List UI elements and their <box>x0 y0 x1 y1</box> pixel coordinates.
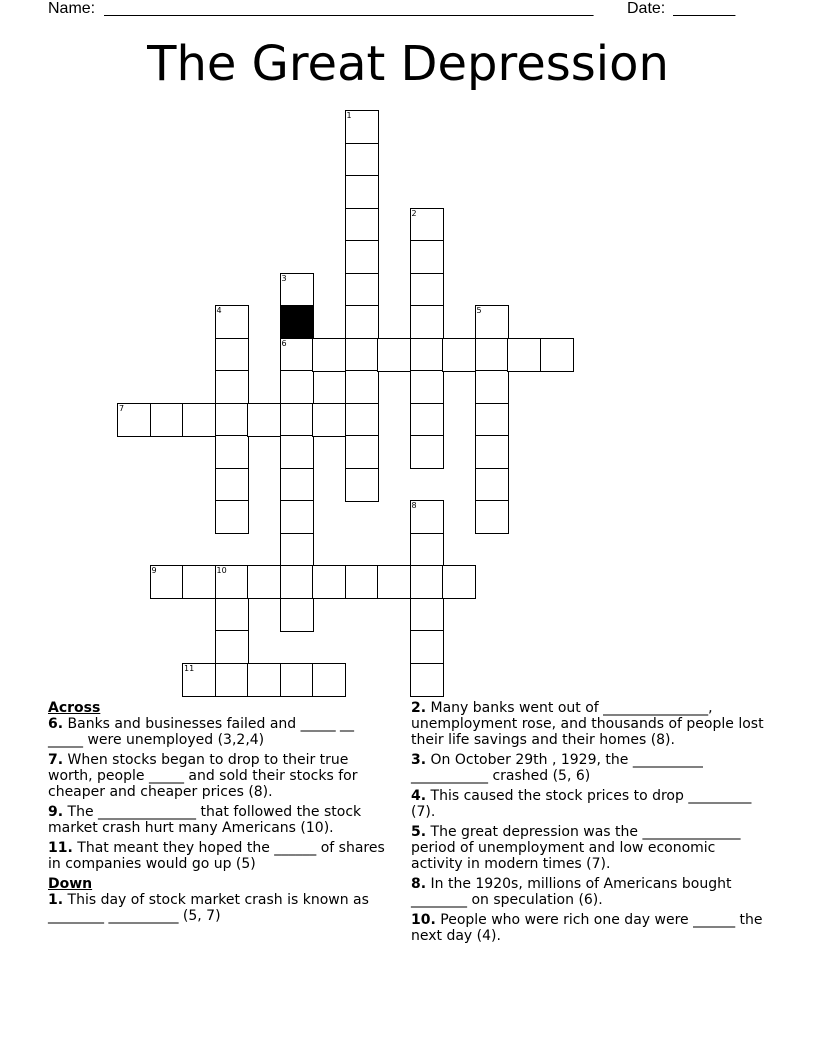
grid-cell[interactable] <box>215 663 249 697</box>
clue-number-label: 4. <box>411 788 427 804</box>
down-clue <box>48 892 388 924</box>
grid-cell[interactable] <box>410 240 444 274</box>
grid-cell[interactable] <box>507 338 541 372</box>
grid-cell[interactable] <box>410 663 444 697</box>
grid-cell[interactable] <box>345 143 379 177</box>
grid-cell[interactable] <box>345 305 379 339</box>
grid-cell[interactable] <box>442 565 476 599</box>
across-clue <box>48 840 388 872</box>
grid-cell[interactable] <box>442 338 476 372</box>
grid-cell[interactable] <box>215 305 249 339</box>
clue-number: 5 <box>476 306 482 315</box>
clue-number: 2 <box>411 208 417 218</box>
grid-cell[interactable] <box>475 338 509 372</box>
grid-cell[interactable] <box>410 273 444 307</box>
black-cell <box>280 305 314 339</box>
grid-cell[interactable] <box>182 565 216 599</box>
grid-cell[interactable] <box>475 305 509 339</box>
clue-number-label: 9. <box>48 804 64 820</box>
clue-text: This day of stock market crash is known as ________ __________ (5, 7) <box>48 892 369 924</box>
down-clue <box>411 700 766 748</box>
grid-cell[interactable] <box>280 338 314 372</box>
grid-cell[interactable] <box>410 565 444 599</box>
clue-number-label: 10. <box>411 912 436 928</box>
grid-cell[interactable] <box>247 565 281 599</box>
grid-cell[interactable] <box>215 565 249 599</box>
grid-cell[interactable] <box>345 273 379 307</box>
grid-cell[interactable] <box>312 565 346 599</box>
down-heading: Down <box>48 876 93 892</box>
grid-cell[interactable] <box>215 598 249 632</box>
grid-cell[interactable] <box>345 338 379 372</box>
grid-cell[interactable] <box>410 533 444 567</box>
grid-cell[interactable] <box>345 208 379 242</box>
across-clue-list <box>48 716 388 872</box>
grid-cell[interactable] <box>475 500 509 534</box>
grid-cell[interactable] <box>475 370 509 404</box>
grid-cell[interactable] <box>215 468 249 502</box>
grid-cell[interactable] <box>280 500 314 534</box>
grid-cell[interactable] <box>410 403 444 437</box>
grid-cell[interactable] <box>410 208 444 242</box>
grid-cell[interactable] <box>312 403 346 437</box>
clue-text: The great depression was the ______________ period of unemployment and low economic activity in modern times (7). <box>411 824 741 872</box>
grid-cell[interactable] <box>345 468 379 502</box>
grid-cell[interactable] <box>410 435 444 469</box>
grid-cell[interactable] <box>312 663 346 697</box>
grid-cell[interactable] <box>247 663 281 697</box>
grid-cell[interactable] <box>475 403 509 437</box>
grid-cell[interactable] <box>475 468 509 502</box>
grid-cell[interactable] <box>117 403 151 437</box>
name-label: Name: <box>48 0 96 17</box>
grid-cell[interactable] <box>410 338 444 372</box>
clue-number-label: 2. <box>411 700 427 716</box>
grid-cell[interactable] <box>345 435 379 469</box>
grid-cell[interactable] <box>215 630 249 664</box>
clue-number: 1 <box>346 111 352 120</box>
grid-cell[interactable] <box>410 370 444 404</box>
clue-text: Many banks went out of _______________, unemployment rose, and thousands of people lost their life savings and their homes (8). <box>411 700 764 748</box>
grid-cell[interactable] <box>280 435 314 469</box>
clue-number: 9 <box>151 566 157 575</box>
grid-cell[interactable] <box>377 338 411 372</box>
clues-right-column <box>411 700 766 948</box>
down-clue <box>411 788 766 820</box>
date-label: Date: <box>627 0 666 17</box>
grid-cell[interactable] <box>215 500 249 534</box>
grid-cell[interactable] <box>475 435 509 469</box>
clue-number: 7 <box>119 403 125 413</box>
grid-cell[interactable] <box>540 338 574 372</box>
across-clue <box>48 716 388 748</box>
clue-number: 3 <box>281 273 287 283</box>
grid-cell[interactable] <box>280 273 314 307</box>
across-heading: Across <box>48 700 101 716</box>
grid-cell[interactable] <box>280 565 314 599</box>
clue-text: People who were rich one day were ______ the next day (4). <box>411 912 763 944</box>
grid-cell[interactable] <box>280 598 314 632</box>
clue-number: 6 <box>281 338 287 348</box>
grid-cell[interactable] <box>280 533 314 567</box>
clue-text: This caused the stock prices to drop _________ (7). <box>411 788 752 820</box>
grid-cell[interactable] <box>345 110 379 144</box>
grid-cell[interactable] <box>345 565 379 599</box>
clue-text: That meant they hoped the ______ of shares in companies would go up (5) <box>48 840 385 872</box>
clue-text: Banks and businesses failed and _____ __ _____ were unemployed (3,2,4) <box>48 716 355 748</box>
clue-text: In the 1920s, millions of Americans bought ________ on speculation (6). <box>411 876 732 908</box>
grid-cell[interactable] <box>215 435 249 469</box>
grid-cell[interactable] <box>410 630 444 664</box>
clue-text: On October 29th , 1929, the __________ ___________ crashed (5, 6) <box>411 752 703 784</box>
clue-number: 4 <box>216 306 222 315</box>
grid-cell[interactable] <box>410 500 444 534</box>
down-clue <box>411 752 766 784</box>
clue-number-label: 1. <box>48 892 64 908</box>
grid-cell[interactable] <box>345 403 379 437</box>
grid-cell[interactable] <box>215 338 249 372</box>
grid-cell[interactable] <box>280 468 314 502</box>
grid-cell[interactable] <box>410 305 444 339</box>
name-line[interactable]: _______________________________________________________ <box>104 0 594 17</box>
grid-cell[interactable] <box>377 565 411 599</box>
down-clue-list-left <box>48 892 388 924</box>
grid-cell[interactable] <box>280 403 314 437</box>
grid-cell[interactable] <box>182 403 216 437</box>
clues-left-column <box>48 700 388 928</box>
clue-number-label: 6. <box>48 716 64 732</box>
grid-cell[interactable] <box>247 403 281 437</box>
grid-cell[interactable] <box>345 175 379 209</box>
across-clue <box>48 804 388 836</box>
grid-cell[interactable] <box>280 370 314 404</box>
grid-cell[interactable] <box>182 663 216 697</box>
grid-cell[interactable] <box>215 403 249 437</box>
clue-number-label: 5. <box>411 824 427 840</box>
clue-number-label: 8. <box>411 876 427 892</box>
grid-cell[interactable] <box>150 565 184 599</box>
clue-text: The ______________ that followed the stock market crash hurt many Americans (10). <box>48 804 362 836</box>
clue-number-label: 11. <box>48 840 73 856</box>
down-clue-list-right <box>411 700 766 944</box>
grid-cell[interactable] <box>345 240 379 274</box>
across-clue <box>48 752 388 800</box>
grid-cell[interactable] <box>280 663 314 697</box>
grid-cell[interactable] <box>410 598 444 632</box>
clue-number: 11 <box>184 663 195 673</box>
clue-text: When stocks began to drop to their true worth, people _____ and sold their stocks for cheaper and cheaper prices (8). <box>48 752 358 800</box>
clue-number: 8 <box>411 501 417 510</box>
grid-cell[interactable] <box>345 370 379 404</box>
grid-cell[interactable] <box>150 403 184 437</box>
down-clue <box>411 912 766 944</box>
date-line[interactable]: _______ <box>673 0 736 17</box>
grid-cell[interactable] <box>312 338 346 372</box>
grid-cell[interactable] <box>215 370 249 404</box>
clue-number-label: 3. <box>411 752 427 768</box>
clue-number: 10 <box>216 566 227 575</box>
down-clue <box>411 824 766 872</box>
clue-number-label: 7. <box>48 752 64 768</box>
page-title: The Great Depression <box>147 36 669 92</box>
down-clue <box>411 876 766 908</box>
